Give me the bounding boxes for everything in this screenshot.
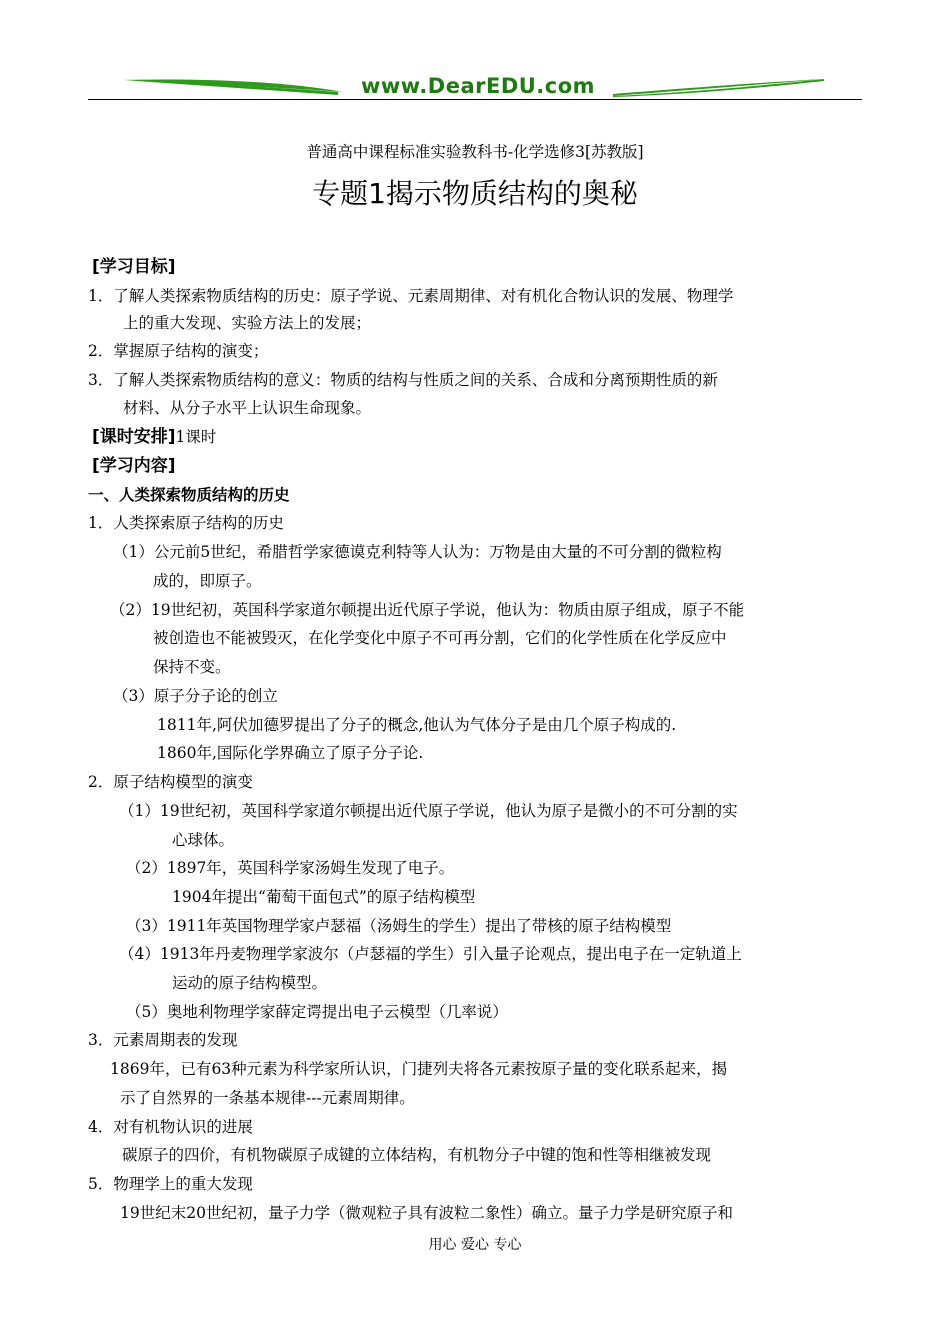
para-1-2-c: （3）1911年英国物理学家卢瑟福（汤姆生的学生）提出了带核的原子结构模型	[126, 917, 672, 935]
subsection-1-5: 5．物理学上的重大发现	[88, 1175, 253, 1193]
para-1-1-b-line2: 被创造也不能被毁灭，在化学变化中原子不可再分割，它们的化学性质在化学反应中	[153, 629, 727, 647]
site-logo[interactable]: www.DearEDU.com	[360, 74, 596, 98]
subsection-1-4: 4．对有机物认识的进展	[88, 1118, 253, 1136]
page-footer: 用心 爱心 专心	[428, 1237, 522, 1253]
objective-1-line1: 1．了解人类探索物质结构的历史：原子学说、元素周期律、对有机化合物认识的发展、物理学	[88, 287, 734, 305]
para-1-1-c-1860: 1860年,国际化学界确立了原子分子论.	[157, 744, 424, 762]
objective-3-line1: 3．了解人类探索物质结构的意义：物质的结构与性质之间的关系、合成和分离预期性质的新	[88, 371, 718, 389]
para-1-3-line2: 示了自然界的一条基本规律---元素周期律。	[120, 1089, 415, 1107]
section-1-heading: 一、人类探索物质结构的历史	[88, 486, 290, 504]
objective-1-line2: 上的重大发现、实验方法上的发展；	[123, 314, 372, 332]
para-1-4-line1: 碳原子的四价，有机物碳原子成键的立体结构，有机物分子中键的饱和性等相继被发现	[122, 1146, 712, 1164]
para-1-2-a-line1: （1）19世纪初，英国科学家道尔顿提出近代原子学说，他认为原子是微小的不可分割的实	[119, 802, 738, 820]
para-1-5-line1: 19世纪末20世纪初，量子力学（微观粒子具有波粒二象性）确立。量子力学是研究原子和	[120, 1204, 733, 1222]
objective-2: 2．掌握原子结构的演变；	[88, 342, 269, 360]
schedule-heading: [课时安排]	[92, 427, 176, 447]
header-divider	[88, 99, 862, 100]
schedule-row	[92, 427, 216, 447]
para-1-1-b-line1: （2）19世纪初，英国科学家道尔顿提出近代原子学说，他认为：物质由原子组成，原子不能	[110, 601, 745, 619]
para-1-2-e: （5）奥地利物理学家薛定谔提出电子云模型（几率说）	[126, 1003, 508, 1021]
para-1-2-d-line1: （4）1913年丹麦物理学家波尔（卢瑟福的学生）引入量子论观点，提出电子在一定轨道上	[119, 945, 742, 963]
subsection-1-3: 3．元素周期表的发现	[88, 1031, 238, 1049]
para-1-1-a-line1: （1）公元前5世纪，希腊哲学家德谟克利特等人认为：万物是由大量的不可分割的微粒构	[113, 543, 722, 561]
para-1-1-a-line2: 成的，即原子。	[153, 572, 262, 590]
para-1-2-b-line2: 1904年提出“葡萄干面包式”的原子结构模型	[172, 888, 476, 906]
para-1-1-b-line3: 保持不变。	[153, 658, 231, 676]
para-1-3-line1: 1869年，已有63种元素为科学家所认识，门捷列夫将各元素按原子量的变化联系起来，揭	[110, 1060, 728, 1078]
subsection-1-1: 1．人类探索原子结构的历史	[88, 514, 284, 532]
para-1-2-d-line2: 运动的原子结构模型。	[172, 974, 328, 992]
para-1-1-c-1811: 1811年,阿伏加德罗提出了分子的概念,他认为气体分子是由几个原子构成的.	[157, 716, 677, 734]
content-heading: [学习内容]	[92, 456, 176, 476]
schedule-value: 1课时	[175, 428, 217, 446]
document-subtitle: 普通高中课程标准实验教科书-化学选修3[苏教版]	[306, 143, 644, 161]
para-1-1-c: （3）原子分子论的创立	[113, 687, 278, 705]
site-header	[88, 70, 862, 104]
document-title: 专题1揭示物质结构的奥秘	[312, 177, 638, 210]
objectives-heading: [学习目标]	[92, 257, 176, 277]
objective-3-line2: 材料、从分子水平上认识生命现象。	[123, 399, 372, 417]
para-1-2-a-line2: 心球体。	[172, 831, 235, 849]
subsection-1-2: 2．原子结构模型的演变	[88, 773, 253, 791]
para-1-2-b-line1: （2）1897年，英国科学家汤姆生发现了电子。	[126, 859, 455, 877]
